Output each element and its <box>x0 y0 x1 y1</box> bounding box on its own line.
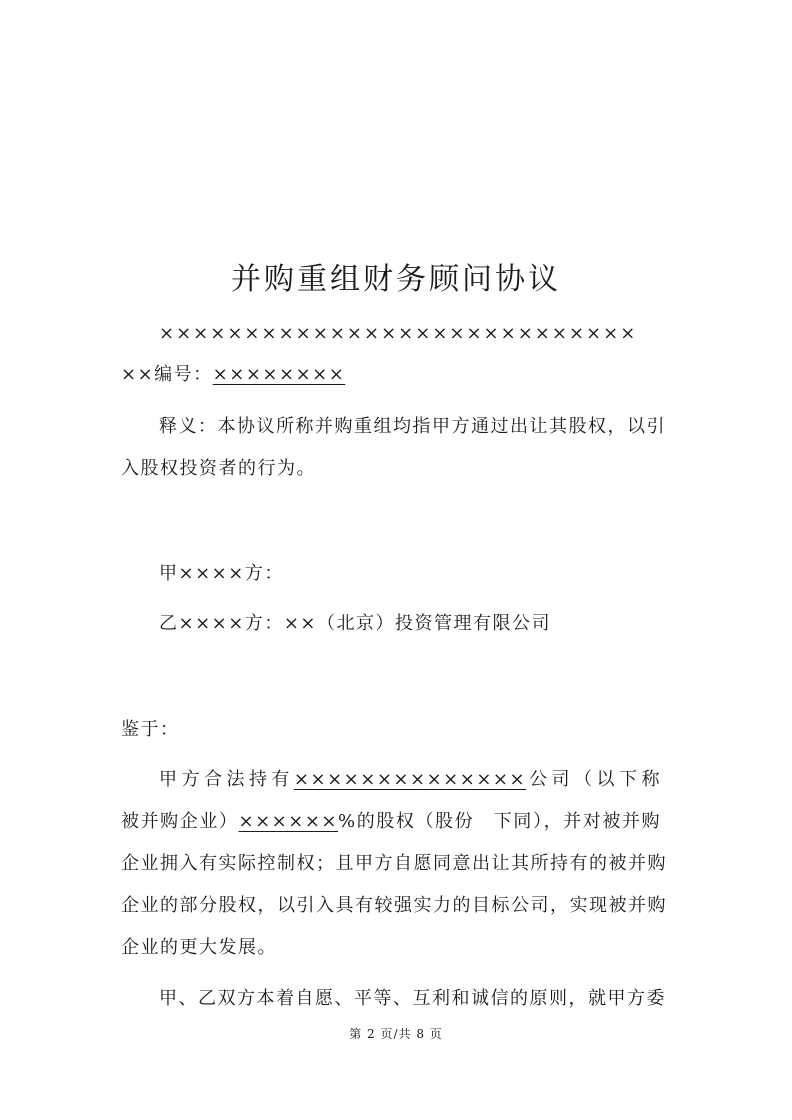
agreement-number-line <box>121 363 661 387</box>
whereas-p1-line-3: 企业拥入有实际控制权；且甲方自愿同意出让其所持有的被并购 <box>121 853 667 874</box>
equity-percent-placeholder: ×××××× <box>238 811 339 832</box>
party-b-line: 乙××××方：××（北京）投资管理有限公司 <box>159 613 551 634</box>
intro-crosses-prefix: ×× <box>121 364 155 385</box>
whereas-p1-line-2 <box>121 810 661 834</box>
definition-line-1: 释义：本协议所称并购重组均指甲方通过出让其股权，以引 <box>159 416 666 437</box>
intro-crosses-line: ×××××××××××××××××××××××××××× <box>159 323 638 344</box>
whereas-p1-line-4: 企业的部分股权，以引入具有较强实力的目标公司，实现被并购 <box>121 895 667 916</box>
definition-line-2: 入股权投资者的行为。 <box>121 458 316 479</box>
whereas-p2-line-1: 甲、乙双方本着自愿、平等、互利和诚信的原则，就甲方委 <box>159 988 666 1009</box>
document-title: 并购重组财务顾问协议 <box>231 262 561 297</box>
whereas-p1-line-1 <box>159 768 661 792</box>
party-a-line: 甲××××方： <box>159 563 284 584</box>
page-footer: 第 2 页/共 8 页 <box>349 1027 443 1041</box>
p1-line1-prefix: 甲方合法持有 <box>159 769 294 790</box>
p1-line2-suffix: %的股权（股份 下同），并对被并购 <box>338 811 661 832</box>
whereas-heading: 鉴于： <box>121 719 180 740</box>
whereas-p1-line-5: 企业的更大发展。 <box>121 937 277 958</box>
agreement-number-label: 编号： <box>154 364 213 385</box>
agreement-number-value: ×××××××× <box>212 364 346 385</box>
p1-line1-suffix: 公司（以下称 <box>526 769 661 790</box>
target-company-placeholder: ×××××××××××××× <box>293 769 527 790</box>
p1-line2-prefix: 被并购企业） <box>121 811 239 832</box>
